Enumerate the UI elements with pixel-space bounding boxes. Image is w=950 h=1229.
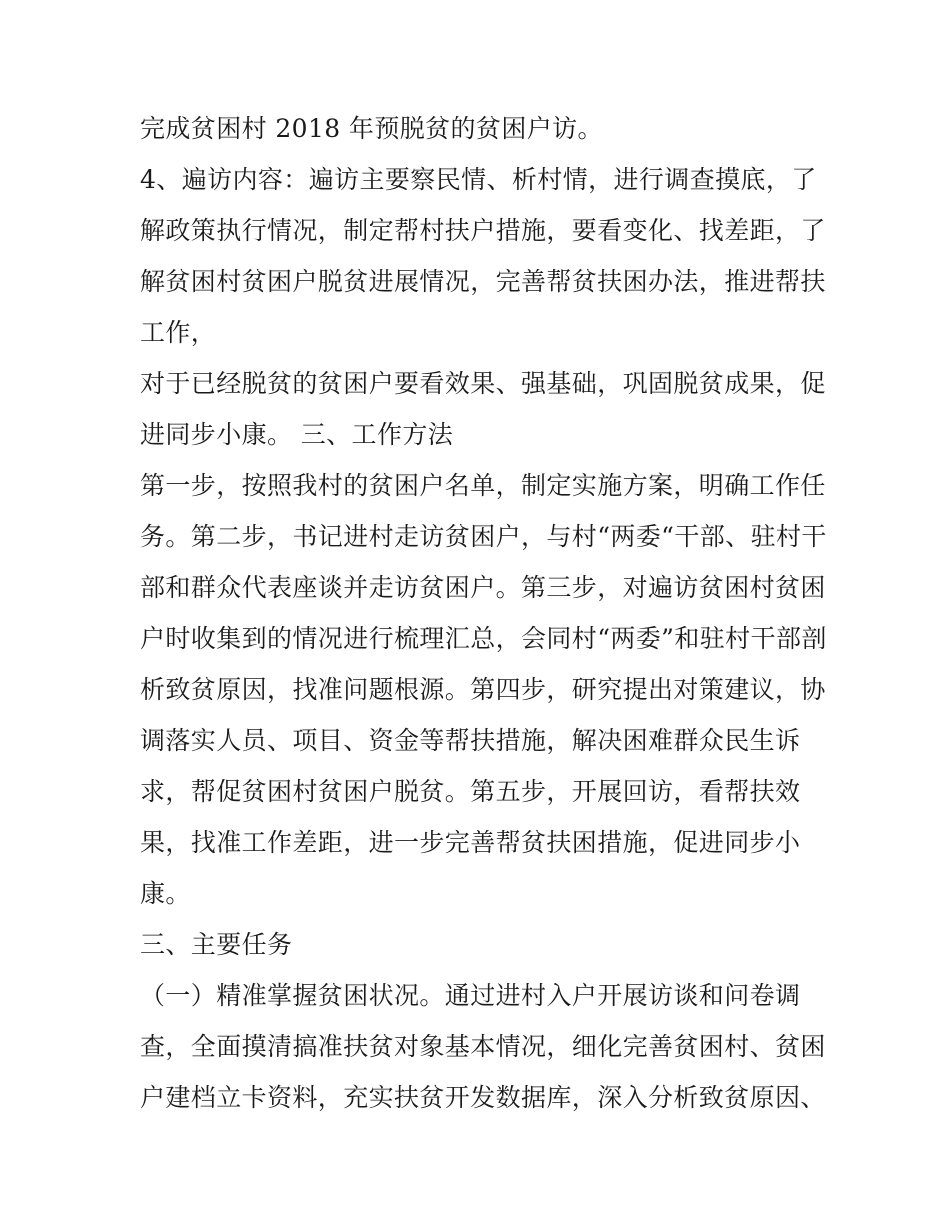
text-line-6: 对于已经脱贫的贫困户要看效果、强基础，巩固脱贫成果，促 [140, 369, 826, 398]
text-line-13: 调落实人员、项目、资金等帮扶措施，解决困难群众民生诉 [140, 726, 801, 755]
text-line-15: 果，找准工作差距，进一步完善帮贫扶困措施，促进同步小 [140, 828, 801, 857]
text-line-2: 4、遍访内容：遍访主要察民情、析村情，进行调查摸底，了 [140, 165, 817, 194]
text-line-3: 解政策执行情况，制定帮村扶户措施，要看变化、找差距，了 [140, 216, 826, 245]
text-line-5: 工作， [140, 318, 217, 347]
text-line-16: 康。 [140, 879, 191, 908]
text-line-18: （一）精准掌握贫困状况。通过进村入户开展访谈和问卷调 [140, 981, 801, 1010]
text-line-12: 析致贫原因，找准问题根源。第四步，研究提出对策建议，协 [140, 675, 826, 704]
text-line-8: 第一步，按照我村的贫困户名单，制定实施方案，明确工作任 [140, 471, 826, 500]
text-line-7: 进同步小康。 三、工作方法 [140, 420, 454, 449]
text-line-19: 查，全面摸清搞准扶贫对象基本情况，细化完善贫困村、贫困 [140, 1032, 826, 1061]
text-line-11: 户时收集到的情况进行梳理汇总，会同村“两委”和驻村干部剖 [140, 624, 827, 653]
text-line-20: 户建档立卡资料，充实扶贫开发数据库，深入分析致贫原因、 [140, 1083, 826, 1112]
section-heading-main-tasks: 三、主要任务 [140, 930, 293, 959]
text-line-14: 求，帮促贫困村贫困户脱贫。第五步，开展回访，看帮扶效 [140, 777, 801, 806]
text-line-1: 完成贫困村 2018 年预脱贫的贫困户访。 [140, 114, 603, 143]
text-line-9: 务。第二步，书记进村走访贫困户，与村“两委“干部、驻村干 [140, 522, 827, 551]
text-line-10: 部和群众代表座谈并走访贫困户。第三步，对遍访贫困村贫困 [140, 573, 826, 602]
text-line-4: 解贫困村贫困户脱贫进展情况，完善帮贫扶困办法，推进帮扶 [140, 267, 826, 296]
